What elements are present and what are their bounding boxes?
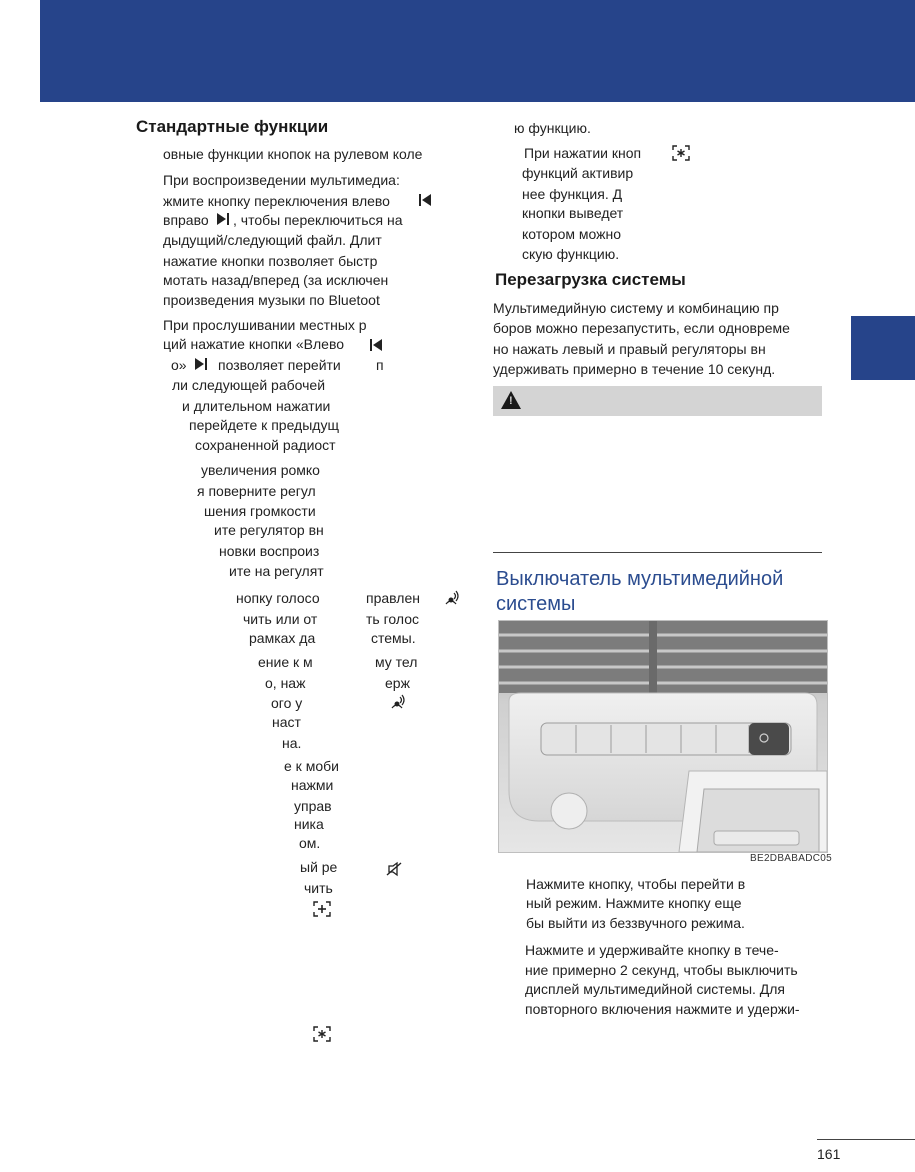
text-line: нее функция. Д — [522, 186, 623, 202]
prev-track-icon — [369, 338, 383, 355]
text-line: повторного включения нажмите и удержи- — [525, 1001, 800, 1017]
section-title-line1: Выключатель мультимедийной — [496, 568, 784, 590]
plus-bracket-icon — [313, 901, 331, 920]
star-bracket-icon — [672, 145, 690, 164]
text-line: позволяет перейти — [218, 357, 341, 373]
chapter-tab — [851, 316, 915, 380]
header-bar — [40, 0, 915, 102]
text-line: на. — [282, 735, 302, 751]
text-line: ника — [294, 816, 324, 832]
text-line: перейдете к предыдущ — [189, 417, 339, 433]
section-title-line2: системы — [496, 593, 576, 615]
text-line: ние примерно 2 секунд, чтобы выключить — [525, 962, 798, 978]
text-line: ный режим. Нажмите кнопку еще — [526, 895, 742, 911]
page-number: 161 — [817, 1146, 841, 1162]
heading-system-reboot: Перезагрузка системы — [495, 270, 686, 289]
voice-command-icon — [389, 694, 405, 713]
text-line: бы выйти из беззвучного режима. — [526, 915, 745, 931]
text-line: ите на регулят — [229, 563, 324, 579]
text-line: ть голос — [366, 611, 419, 627]
text-line: кнопки выведет — [522, 205, 624, 221]
text-line: нажатие кнопки позволяет быстр — [163, 253, 378, 269]
text-line: му тел — [375, 654, 418, 670]
text-line: ение к м — [258, 654, 313, 670]
text-line: и длительном нажатии — [182, 398, 331, 414]
text-line: дисплей мультимедийной системы. Для — [525, 981, 786, 997]
text-line: , чтобы переключиться на — [233, 212, 403, 228]
heading-standard-functions: Стандартные функции — [136, 117, 329, 136]
text-line: п — [376, 357, 384, 373]
text-line: котором можно — [522, 226, 622, 242]
text-line: новки воспроиз — [219, 543, 320, 559]
text-line: но нажать левый и правый регуляторы вн — [493, 341, 766, 357]
text-line: Нажмите кнопку, чтобы перейти в — [526, 876, 746, 892]
prev-track-icon — [418, 193, 432, 210]
text-line: жмите кнопку переключения влево — [163, 193, 390, 209]
text-line: ый ре — [300, 859, 338, 875]
footer-rule — [817, 1139, 915, 1140]
text-line: Нажмите и удерживайте кнопку в тече- — [525, 942, 779, 958]
next-track-icon — [194, 357, 208, 374]
text-line: шения громкости — [204, 503, 316, 519]
text-line: дыдущий/следующий файл. Длит — [163, 232, 382, 248]
voice-command-icon — [443, 590, 459, 609]
section-divider — [493, 552, 822, 553]
text-line: Мультимедийную систему и комбинацию пр — [493, 300, 779, 316]
text-line: чить или от — [243, 611, 318, 627]
text-line: вправо — [163, 212, 209, 228]
text-line: наст — [272, 714, 301, 730]
text-line: ерж — [385, 675, 410, 691]
star-bracket-icon — [313, 1026, 331, 1045]
text-line: мотать назад/вперед (за исключен — [163, 272, 389, 288]
text-line: сохраненной радиост — [195, 437, 336, 453]
text-line: правлен — [366, 590, 420, 606]
text-line: о» — [171, 357, 187, 373]
text-line: я поверните регул — [197, 483, 316, 499]
multimedia-switch-photo — [498, 620, 828, 853]
text-line: стемы. — [371, 630, 416, 646]
text-line: нопку голосо — [236, 590, 320, 606]
text-line: ом. — [299, 835, 321, 851]
text-line: управ — [294, 798, 332, 814]
text-line: ли следующей рабочей — [172, 377, 326, 393]
text-line: При нажатии кноп — [524, 145, 642, 161]
warning-exclamation: ! — [509, 395, 513, 407]
text-line: ю функцию. — [514, 120, 591, 136]
text-line: ого у — [271, 695, 303, 711]
text-line: о, наж — [265, 675, 306, 691]
text-line: чить — [304, 880, 333, 896]
photo-caption: BE2DBABADC05 — [750, 853, 832, 864]
text-line: При прослушивании местных р — [163, 317, 367, 333]
text-line: удерживать примерно в течение 10 секунд. — [493, 361, 776, 377]
text-line: При воспроизведении мультимедиа: — [163, 172, 400, 188]
mute-icon — [386, 861, 402, 880]
warning-bar — [493, 386, 822, 416]
text-line: нажми — [291, 777, 334, 793]
text-line: функций активир — [522, 165, 634, 181]
text-line: е к моби — [284, 758, 339, 774]
text-line: боров можно перезапустить, если одновреме — [493, 320, 790, 336]
text-line: произведения музыки по Bluetoot — [163, 292, 380, 308]
text-line: ите регулятор вн — [214, 522, 324, 538]
text-line: ций нажатие кнопки «Влево — [163, 336, 345, 352]
subtitle-steering-buttons: овные функции кнопок на рулевом коле — [163, 146, 423, 162]
text-line: скую функцию. — [522, 246, 620, 262]
next-track-icon — [216, 212, 230, 229]
text-line: увеличения ромко — [201, 462, 320, 478]
text-line: рамках да — [249, 630, 316, 646]
